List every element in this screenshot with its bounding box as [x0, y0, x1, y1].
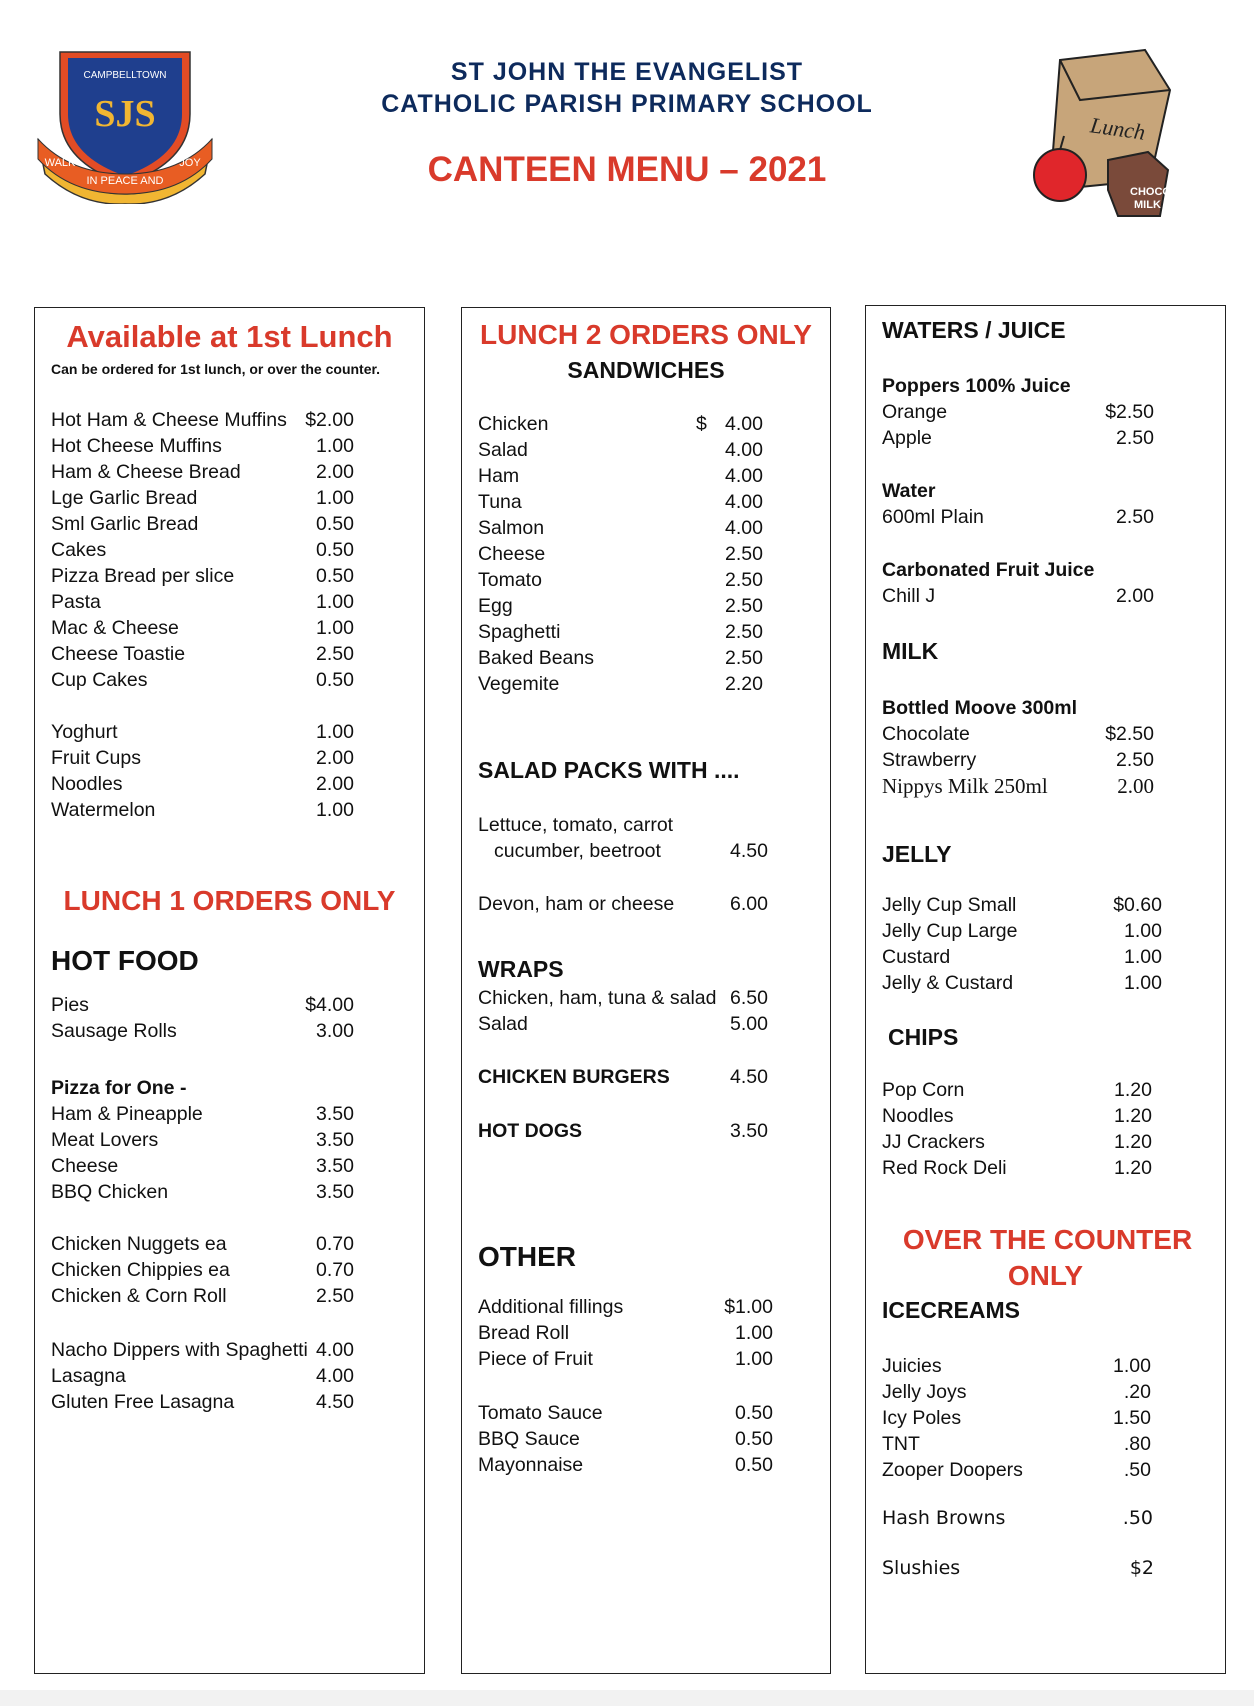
hash-price: .50 [1122, 1507, 1153, 1529]
hotdogs-price: 3.50 [730, 1120, 768, 1142]
menu-item [462, 1295, 830, 1321]
menu-item-name: Tomato Sauce [478, 1402, 603, 1424]
col1-title: Available at 1st Lunch [66, 319, 393, 354]
menu-item-price: 0.50 [735, 1454, 773, 1476]
milk-heading: MILK [882, 638, 939, 664]
menu-item-price: $0.60 [1113, 894, 1162, 916]
menu-item [35, 798, 424, 824]
devon-name: Devon, ham or cheese [478, 893, 675, 915]
menu-item [35, 1364, 424, 1390]
hash-name: Hash Browns [882, 1507, 1006, 1529]
menu-item-name: Hot Ham & Cheese Muffins [51, 409, 287, 431]
menu-item [462, 412, 830, 438]
menu-item-name: Salmon [478, 517, 545, 539]
menu-item-name: Noodles [882, 1105, 954, 1127]
menu-item-price: 4.00 [316, 1365, 354, 1387]
menu-item-name: Spaghetti [478, 621, 561, 643]
menu-item [462, 672, 830, 698]
menu-item-price: 0.50 [735, 1428, 773, 1450]
menu-item-name: Gluten Free Lasagna [51, 1391, 235, 1413]
column-drinks [865, 305, 1226, 1674]
menu-item [866, 893, 1225, 919]
menu-item-name: Piece of Fruit [478, 1348, 593, 1370]
col1-subtitle: Can be ordered for 1st lunch, or over the counter. [51, 361, 381, 377]
menu-item-name: Red Rock Deli [882, 1157, 1007, 1179]
menu-item-price: 4.00 [725, 517, 763, 539]
menu-item [866, 584, 1225, 610]
pizza-heading: Pizza for One - [51, 1077, 187, 1099]
menu-item-price: 0.70 [316, 1233, 354, 1255]
menu-item [35, 993, 424, 1019]
menu-item-name: Mayonnaise [478, 1454, 584, 1476]
menu-item-name: Sml Garlic Bread [51, 513, 199, 535]
menu-item-name: Icy Poles [882, 1407, 962, 1429]
menu-item-price: 0.50 [316, 513, 354, 535]
menu-item [35, 668, 424, 694]
menu-item-name: TNT [882, 1433, 920, 1455]
menu-item-price: 1.20 [1114, 1131, 1152, 1153]
menu-item-name: Salad [478, 1013, 528, 1035]
menu-item [35, 720, 424, 746]
menu-item [462, 594, 830, 620]
menu-item-name: Cheese [51, 1155, 119, 1177]
menu-item-price: 4.00 [725, 439, 763, 461]
menu-item-name: Ham [478, 465, 520, 487]
menu-item-name: Lge Garlic Bread [51, 487, 198, 509]
menu-item-price: 2.50 [725, 595, 763, 617]
menu-item-price: $2.00 [305, 409, 354, 431]
menu-item-name: Jelly & Custard [882, 972, 1014, 994]
menu-item [35, 486, 424, 512]
menu-item-name: JJ Crackers [882, 1131, 985, 1153]
menu-item [866, 1104, 1225, 1130]
dollar-sign: $ [696, 413, 707, 435]
carbonated-heading: Carbonated Fruit Juice [882, 559, 1095, 581]
menu-item-price: 2.50 [1116, 749, 1154, 771]
menu-item-name: Cakes [51, 539, 107, 561]
menu-item-price: 0.50 [316, 669, 354, 691]
poppers-heading: Poppers 100% Juice [882, 375, 1071, 397]
menu-item-price: 4.00 [725, 465, 763, 487]
devon-price: 6.00 [730, 893, 768, 915]
menu-item-name: Watermelon [51, 799, 156, 821]
menu-item-price: 6.50 [730, 987, 768, 1009]
menu-item [462, 1321, 830, 1347]
lunch-bag-illustration [1030, 40, 1190, 220]
menu-item-price: 3.50 [316, 1129, 354, 1151]
salad-heading: SALAD PACKS WITH .... [478, 757, 740, 783]
menu-item-name: Custard [882, 946, 951, 968]
menu-item [35, 460, 424, 486]
menu-item [35, 642, 424, 668]
menu-item-name: Chicken Chippies ea [51, 1259, 230, 1281]
menu-item-price: 0.70 [316, 1259, 354, 1281]
menu-item-name: Strawberry [882, 749, 977, 771]
salad-line2: cucumber, beetroot [494, 840, 661, 862]
menu-item [462, 1012, 830, 1038]
menu-item [35, 1128, 424, 1154]
menu-item-price: 1.00 [316, 435, 354, 457]
carton-text-2: MILK [1134, 199, 1161, 211]
menu-item-price: 3.50 [316, 1181, 354, 1203]
menu-item-price: 1.00 [1124, 972, 1162, 994]
menu-item-price: 1.00 [1124, 920, 1162, 942]
menu-item-price: 4.00 [725, 491, 763, 513]
menu-item [35, 1180, 424, 1206]
menu-item [866, 1130, 1225, 1156]
menu-item-price: 1.00 [316, 617, 354, 639]
burgers-name: CHICKEN BURGERS [478, 1066, 670, 1088]
menu-item-price: 4.00 [725, 413, 763, 435]
menu-item-price: 2.50 [725, 543, 763, 565]
menu-item [462, 646, 830, 672]
school-name-line1: ST JOHN THE EVANGELIST [450, 58, 804, 86]
menu-item [462, 1401, 830, 1427]
menu-item [35, 616, 424, 642]
menu-item [35, 512, 424, 538]
page-title: CANTEEN MENU – 2021 [427, 150, 827, 189]
menu-item-price: 0.50 [316, 565, 354, 587]
menu-item-name: Fruit Cups [51, 747, 141, 769]
menu-item-price: 5.00 [730, 1013, 768, 1035]
menu-item [462, 1453, 830, 1479]
menu-item-name: Tomato [478, 569, 542, 591]
moove-heading: Bottled Moove 300ml [882, 697, 1078, 719]
column-lunch1 [34, 307, 425, 1674]
menu-item-name: Chicken [478, 413, 549, 435]
menu-item-price: 1.20 [1114, 1157, 1152, 1179]
menu-item-name: 600ml Plain [882, 506, 984, 528]
menu-item-price: 2.00 [316, 773, 354, 795]
menu-item-name: Ham & Cheese Bread [51, 461, 241, 483]
menu-item-name: Chocolate [882, 723, 970, 745]
menu-item-price: 3.50 [316, 1155, 354, 1177]
menu-item-name: Meat Lovers [51, 1129, 159, 1151]
menu-item-price: 0.50 [735, 1402, 773, 1424]
menu-item [35, 564, 424, 590]
carton-text-1: CHOCO [1130, 186, 1171, 198]
menu-item-price: 2.50 [725, 621, 763, 643]
column-lunch2 [461, 307, 831, 1674]
menu-item [866, 1156, 1225, 1182]
menu-item-price: .50 [1123, 1459, 1151, 1481]
menu-item-price: 1.00 [1124, 946, 1162, 968]
water-heading: Water [882, 480, 936, 502]
menu-item [35, 746, 424, 772]
menu-item-name: Orange [882, 401, 948, 423]
hot-food-heading: HOT FOOD [51, 945, 199, 976]
menu-item-price: 1.20 [1114, 1105, 1152, 1127]
menu-item [866, 1078, 1225, 1104]
menu-item-price: 3.50 [316, 1103, 354, 1125]
nippys-price: 2.00 [1117, 774, 1154, 798]
menu-item-name: Chicken Nuggets ea [51, 1233, 227, 1255]
menu-item [866, 1458, 1225, 1484]
menu-item-name: Pasta [51, 591, 101, 613]
menu-item-name: Pies [51, 994, 89, 1016]
lunch1-title: LUNCH 1 ORDERS ONLY [63, 885, 396, 916]
menu-item-name: Jelly Cup Small [882, 894, 1017, 916]
menu-item [35, 1102, 424, 1128]
menu-item-name: Vegemite [478, 673, 560, 695]
menu-item-price: 2.50 [725, 647, 763, 669]
menu-item-name: Pop Corn [882, 1079, 965, 1101]
col2-title: LUNCH 2 ORDERS ONLY [480, 319, 812, 350]
crest-top-text: CAMPBELLTOWN [83, 70, 167, 81]
crest-left-text: WALK [44, 157, 76, 169]
menu-item-name: Juicies [882, 1355, 942, 1377]
menu-item-price: 1.50 [1113, 1407, 1151, 1429]
menu-item-name: Cup Cakes [51, 669, 148, 691]
menu-item-price: 2.00 [316, 461, 354, 483]
hotdogs-name: HOT DOGS [478, 1120, 583, 1142]
menu-item-name: Cheese Toastie [51, 643, 186, 665]
menu-item-name: Mac & Cheese [51, 617, 179, 639]
menu-item [35, 590, 424, 616]
menu-item [866, 919, 1225, 945]
school-name-line2: CATHOLIC PARISH PRIMARY SCHOOL [381, 90, 873, 118]
page-bottom-strip [0, 1690, 1254, 1706]
menu-item-name: Baked Beans [478, 647, 595, 669]
menu-item [866, 505, 1225, 531]
menu-item-name: Additional fillings [478, 1296, 624, 1318]
menu-item-price: 4.00 [316, 1339, 354, 1361]
menu-item-name: Yoghurt [51, 721, 118, 743]
menu-item [462, 620, 830, 646]
menu-item-name: Bread Roll [478, 1322, 570, 1344]
menu-item-name: Noodles [51, 773, 123, 795]
menu-item [462, 516, 830, 542]
menu-item-name: Egg [478, 595, 513, 617]
menu-item-price: 3.00 [316, 1020, 354, 1042]
otc-title-line2: ONLY [1007, 1260, 1084, 1291]
salad-price: 4.50 [730, 840, 768, 862]
menu-item [35, 408, 424, 434]
salad-line1: Lettuce, tomato, carrot [478, 814, 674, 836]
nippys-name: Nippys Milk 250ml [882, 774, 1048, 798]
menu-item-name: Sausage Rolls [51, 1020, 177, 1042]
menu-item-price: 2.50 [725, 569, 763, 591]
menu-item-price: 2.50 [1116, 506, 1154, 528]
menu-item-name: Zooper Doopers [882, 1459, 1023, 1481]
menu-item-price: .20 [1123, 1381, 1151, 1403]
chips-heading: CHIPS [888, 1024, 959, 1050]
sandwiches-heading: SANDWICHES [567, 357, 725, 383]
menu-item-name: Chicken & Corn Roll [51, 1285, 227, 1307]
menu-item-price: 1.00 [316, 721, 354, 743]
menu-item [866, 1432, 1225, 1458]
lunch-bag-text: Lunch [1088, 112, 1147, 145]
menu-item [866, 400, 1225, 426]
menu-item [35, 1232, 424, 1258]
menu-item-name: Hot Cheese Muffins [51, 435, 222, 457]
menu-item-price: 2.00 [316, 747, 354, 769]
menu-item [462, 464, 830, 490]
menu-item-name: Jelly Joys [882, 1381, 967, 1403]
menu-item-price: 2.50 [316, 1285, 354, 1307]
waters-heading: WATERS / JUICE [882, 317, 1066, 343]
crest-right-text: JOY [179, 157, 201, 169]
menu-item-name: Chill J [882, 585, 936, 607]
menu-item [35, 1390, 424, 1416]
menu-item-price: 1.00 [1113, 1355, 1151, 1377]
menu-item [866, 945, 1225, 971]
menu-item-name: Chicken, ham, tuna & salad [478, 987, 717, 1009]
menu-item-price: 2.50 [316, 643, 354, 665]
menu-item [866, 1380, 1225, 1406]
menu-item-price: 0.50 [316, 539, 354, 561]
menu-item-name: BBQ Chicken [51, 1181, 169, 1203]
menu-item [462, 490, 830, 516]
menu-item-price: 1.20 [1114, 1079, 1152, 1101]
other-heading: OTHER [478, 1241, 576, 1272]
menu-item-price: $2.50 [1105, 723, 1154, 745]
menu-item [866, 1354, 1225, 1380]
menu-item-price: 1.00 [735, 1348, 773, 1370]
burgers-price: 4.50 [730, 1066, 768, 1088]
menu-item-name: Cheese [478, 543, 546, 565]
crest-bottom-text: IN PEACE AND [86, 175, 164, 187]
menu-item-price: $4.00 [305, 994, 354, 1016]
menu-item-price: $1.00 [724, 1296, 773, 1318]
menu-item [35, 1019, 424, 1045]
menu-item [35, 1154, 424, 1180]
menu-item [462, 438, 830, 464]
menu-item-name: Nacho Dippers with Spaghetti [51, 1339, 308, 1361]
menu-item [866, 722, 1225, 748]
menu-item [462, 986, 830, 1012]
menu-item-price: .80 [1123, 1433, 1151, 1455]
lunch-bag-icon [1030, 40, 1190, 220]
slushies-price: $2 [1129, 1557, 1154, 1579]
menu-item-name: Salad [478, 439, 528, 461]
menu-item-price: 2.20 [725, 673, 763, 695]
menu-item [462, 1347, 830, 1373]
menu-item-price: 4.50 [316, 1391, 354, 1413]
menu-item-name: Pizza Bread per slice [51, 565, 235, 587]
menu-item-price: 2.00 [1116, 585, 1154, 607]
icecreams-heading: ICECREAMS [882, 1297, 1021, 1323]
menu-item [462, 568, 830, 594]
menu-item-name: Lasagna [51, 1365, 126, 1387]
menu-item [35, 1258, 424, 1284]
menu-item [35, 434, 424, 460]
menu-item-name: Apple [882, 427, 932, 449]
menu-item [35, 772, 424, 798]
menu-item-price: $2.50 [1105, 401, 1154, 423]
menu-item-price: 1.00 [735, 1322, 773, 1344]
menu-item-name: Jelly Cup Large [882, 920, 1018, 942]
menu-item [866, 1406, 1225, 1432]
menu-item [462, 542, 830, 568]
menu-item [866, 426, 1225, 452]
menu-item [35, 1338, 424, 1364]
menu-item [866, 971, 1225, 997]
menu-item-price: 1.00 [316, 487, 354, 509]
menu-item-price: 1.00 [316, 591, 354, 613]
otc-title-line1: OVER THE COUNTER [902, 1224, 1193, 1255]
jelly-heading: JELLY [882, 841, 952, 867]
menu-item [462, 1427, 830, 1453]
menu-item-name: Ham & Pineapple [51, 1103, 203, 1125]
menu-item-price: 1.00 [316, 799, 354, 821]
wraps-heading: WRAPS [478, 956, 564, 982]
menu-item [35, 1284, 424, 1310]
crest-initials: SJS [94, 93, 156, 135]
slushies-name: Slushies [882, 1557, 961, 1579]
menu-item [866, 748, 1225, 774]
menu-item [35, 538, 424, 564]
menu-item-price: 2.50 [1116, 427, 1154, 449]
menu-item-name: Tuna [478, 491, 522, 513]
menu-item-name: BBQ Sauce [478, 1428, 580, 1450]
